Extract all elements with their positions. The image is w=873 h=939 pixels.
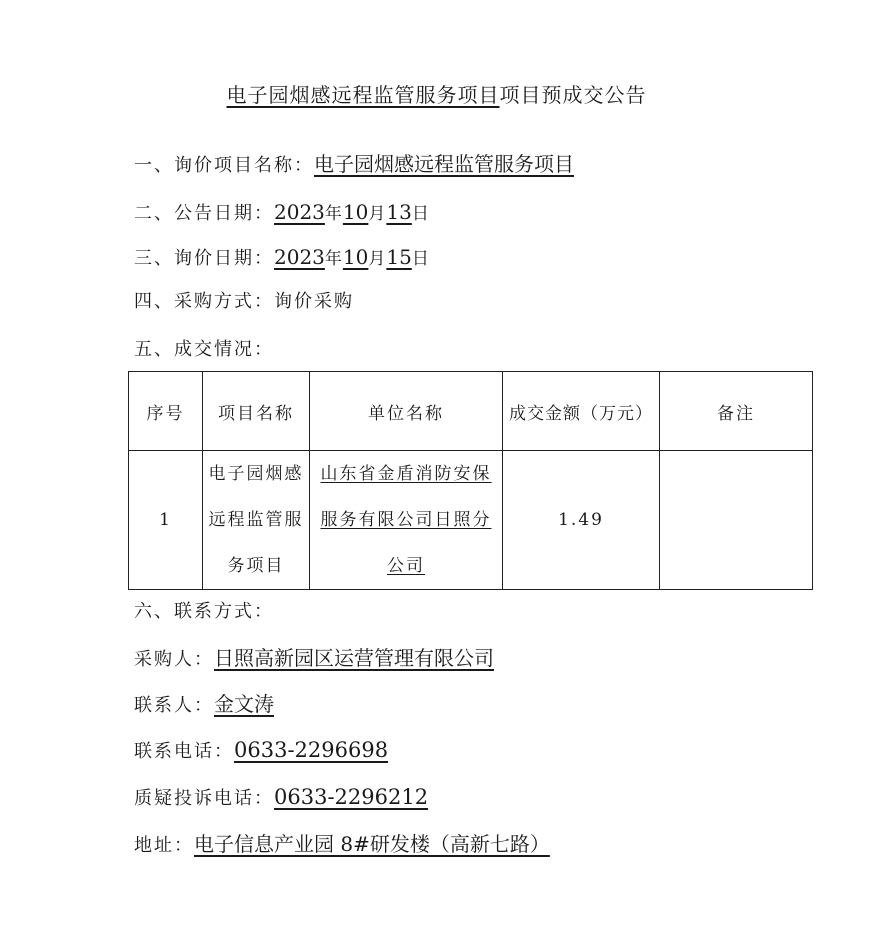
phone-line: [134, 736, 388, 766]
section3-day-unit: 日: [411, 249, 430, 269]
company-line: 服务有限公司日照分: [320, 510, 492, 530]
section2-day-unit: 日: [411, 204, 430, 224]
section2-year: 2023: [274, 200, 325, 224]
section-procurement-method: [134, 288, 354, 316]
company-line: 山东省金盾消防安保: [320, 464, 492, 484]
section2-label: 二、公告日期：: [134, 203, 274, 224]
complaint-phone-label: 质疑投诉电话：: [134, 788, 274, 809]
address-line: [134, 830, 550, 860]
cell-project-name: [203, 451, 310, 590]
table-header-row: [129, 372, 813, 451]
section3-year-unit: 年: [324, 249, 343, 269]
contact-value: 金文涛: [214, 692, 274, 716]
section3-year: 2023: [274, 245, 325, 269]
buyer-line: [134, 644, 494, 674]
section2-year-unit: 年: [324, 204, 343, 224]
header-project-name: 项目名称: [203, 372, 310, 451]
address-label: 地址：: [134, 835, 194, 856]
section3-month-unit: 月: [368, 249, 387, 269]
cell-company-name: [310, 451, 503, 590]
address-value: 电子信息产业园 8#研发楼（高新七路）: [194, 832, 550, 856]
project-line: 电子园烟感: [208, 464, 304, 484]
section2-day: 13: [386, 200, 412, 224]
section-announce-date: [134, 198, 430, 228]
header-amount: 成交金额（万元）: [503, 372, 660, 451]
section-contact-info: [134, 598, 274, 626]
section3-day: 15: [386, 245, 412, 269]
buyer-value: 日照高新园区运营管理有限公司: [214, 646, 494, 670]
company-line: 公司: [387, 556, 425, 576]
section-deal-status: [134, 336, 274, 364]
project-line: 远程监管服: [208, 510, 304, 530]
table-row: [129, 451, 813, 590]
section-project-name: [134, 150, 574, 180]
section3-label: 三、询价日期：: [134, 248, 274, 269]
page-title: [0, 80, 873, 110]
project-line: 务项目: [227, 556, 285, 576]
section6-label: 六、联系方式：: [134, 601, 274, 622]
section2-month-unit: 月: [368, 204, 387, 224]
section1-value: 电子园烟感远程监管服务项目: [314, 152, 574, 176]
cell-index: 1: [129, 451, 203, 590]
phone-value: 0633-2296698: [234, 738, 389, 762]
section4-value: 询价采购: [274, 291, 354, 312]
section2-month: 10: [342, 200, 369, 224]
header-company-name: 单位名称: [310, 372, 503, 451]
cell-amount: 1.49: [503, 451, 660, 590]
complaint-phone-value: 0633-2296212: [274, 785, 429, 809]
section4-label: 四、采购方式：: [134, 291, 274, 312]
header-remark: 备注: [660, 372, 813, 451]
phone-label: 联系电话：: [134, 741, 234, 762]
header-index: 序号: [129, 372, 203, 451]
cell-remark: [660, 451, 813, 590]
title-project-name: 电子园烟感远程监管服务项目: [226, 83, 500, 107]
section5-label: 五、成交情况：: [134, 339, 274, 360]
deal-table: [128, 371, 813, 590]
section1-label: 一、询价项目名称：: [134, 155, 314, 176]
title-suffix: 项目预成交公告: [499, 83, 647, 107]
complaint-phone-line: [134, 783, 428, 813]
contact-label: 联系人：: [134, 695, 214, 716]
section3-month: 10: [342, 245, 369, 269]
buyer-label: 采购人：: [134, 649, 214, 670]
section-inquiry-date: [134, 243, 430, 273]
contact-person-line: [134, 690, 274, 720]
